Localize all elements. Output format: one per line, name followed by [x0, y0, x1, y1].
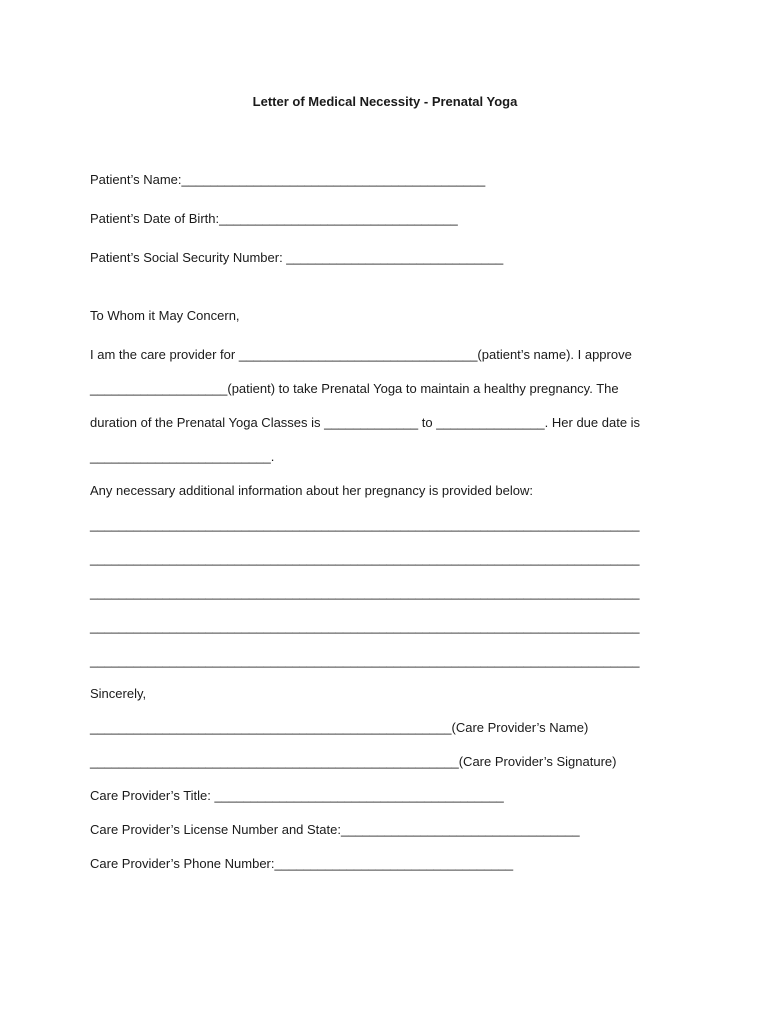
body-line-2: ___________________(patient) to take Prenatal Yoga to maintain a healthy pregnancy. The: [90, 381, 619, 396]
salutation: To Whom it May Concern,: [90, 308, 240, 323]
provider-name-line: __________________________________________________(Care Provider’s Name): [90, 720, 589, 735]
body-line-4: _________________________.: [90, 449, 275, 464]
provider-signature-line: ___________________________________________________(Care Provider’s Signature): [90, 754, 617, 769]
additional-info-label: Any necessary additional information about her pregnancy is provided below:: [90, 483, 533, 498]
patient-dob-line: Patient’s Date of Birth:_________________________________: [90, 211, 458, 226]
document-title: Letter of Medical Necessity - Prenatal Yoga: [252, 94, 518, 109]
blank-line-1: ____________________________________________________________________________: [90, 517, 640, 532]
patient-ssn-line: Patient’s Social Security Number: ______________________________: [90, 250, 504, 265]
blank-line-5: ____________________________________________________________________________: [90, 653, 640, 668]
patient-name-line: Patient’s Name:__________________________________________: [90, 172, 486, 187]
provider-license-line: Care Provider’s License Number and State:_________________________________: [90, 822, 580, 837]
blank-line-3: ____________________________________________________________________________: [90, 585, 640, 600]
body-line-1: I am the care provider for _________________________________(patient’s name). I approve: [90, 347, 632, 362]
provider-title-line: Care Provider’s Title: ________________________________________: [90, 788, 504, 803]
blank-line-2: ____________________________________________________________________________: [90, 551, 640, 566]
body-line-3: duration of the Prenatal Yoga Classes is _____________ to _______________. Her due date is: [90, 415, 641, 430]
provider-phone-line: Care Provider’s Phone Number:_________________________________: [90, 856, 514, 871]
blank-line-4: ____________________________________________________________________________: [90, 619, 640, 634]
closing: Sincerely,: [90, 686, 147, 701]
